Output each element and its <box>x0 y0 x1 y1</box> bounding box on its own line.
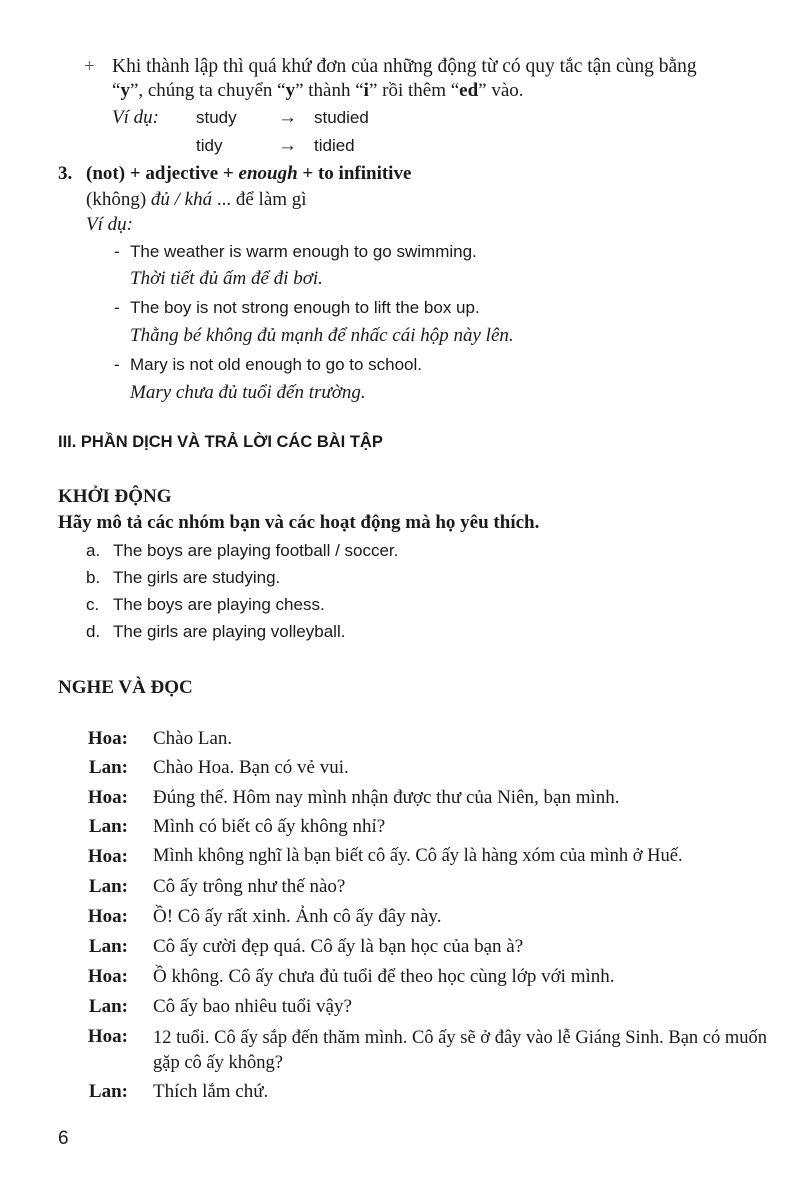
arrow-icon: → <box>278 107 297 128</box>
rule-line-1: Khi thành lập thì quá khứ đơn của những động từ có quy tắc tận cùng bằng <box>112 56 697 77</box>
list-item-label: a. <box>86 541 101 560</box>
list-item-label: b. <box>86 568 101 587</box>
example-english: Mary is not old enough to go to school. <box>130 355 423 374</box>
dialogue-line: Cô ấy bao nhiêu tuổi vậy? <box>153 996 352 1017</box>
example-dash: - <box>114 298 120 317</box>
dialogue-line: Chào Lan. <box>153 728 233 749</box>
speaker-name: Hoa: <box>87 966 128 987</box>
speaker-name: Lan: <box>88 757 128 778</box>
example-label: Ví dụ: <box>86 214 133 235</box>
dialogue-line: Chào Hoa. Bạn có vẻ vui. <box>153 757 349 778</box>
page-number: 6 <box>58 1128 69 1149</box>
speaker-name: Lan: <box>88 1081 128 1102</box>
list-item-label: d. <box>86 622 101 641</box>
example-vietnamese: Thằng bé không đủ mạnh để nhấc cái hộp này lên. <box>130 325 514 346</box>
dialogue-line: 12 tuổi. Cô ấy sắp đến thăm mình. Cô ấy sẽ ở đây vào lễ Giáng Sinh. Bạn có muốn gặp cô ấy không? <box>153 1028 768 1073</box>
example-vietnamese: Thời tiết đủ ấm để đi bơi. <box>130 268 323 289</box>
dialogue-line: Mình không nghĩ là bạn biết cô ấy. Cô ấy là hàng xóm của mình ở Huế. <box>153 846 683 866</box>
speaker-name: Hoa: <box>87 906 128 927</box>
speaker-name: Hoa: <box>87 1026 128 1047</box>
example-dash: - <box>114 242 120 261</box>
speaker-name: Lan: <box>88 816 128 837</box>
list-item: The girls are studying. <box>113 568 281 587</box>
speaker-name: Hoa: <box>87 787 128 808</box>
dialogue-line: Cô ấy cười đẹp quá. Cô ấy là bạn học của bạn à? <box>153 936 524 957</box>
example-past: studied <box>314 108 369 127</box>
example-base: study <box>196 108 237 127</box>
list-item: The boys are playing football / soccer. <box>113 541 399 560</box>
example-english: The boy is not strong enough to lift the box up. <box>130 298 480 317</box>
list-item: The girls are playing volleyball. <box>113 622 346 641</box>
example-past: tidied <box>314 136 355 155</box>
example-base: tidy <box>196 136 223 155</box>
example-dash: - <box>114 355 120 374</box>
dialogue-line: Ồ! Cô ấy rất xinh. Ảnh cô ấy đây này. <box>153 906 442 927</box>
listen-read-heading: NGHE VÀ ĐỌC <box>58 677 193 698</box>
list-item-label: c. <box>86 595 100 614</box>
section-heading: III. PHẦN DỊCH VÀ TRẢ LỜI CÁC BÀI TẬP <box>58 433 383 451</box>
grammar-formula: (not) + adjective + enough + to infinitive <box>86 163 412 184</box>
speaker-name: Hoa: <box>87 846 128 867</box>
speaker-name: Lan: <box>88 996 128 1017</box>
dialogue-line: Ồ không. Cô ấy chưa đủ tuổi để theo học cùng lớp với mình. <box>153 966 615 987</box>
speaker-name: Lan: <box>88 936 128 957</box>
warmup-instruction: Hãy mô tả các nhóm bạn và các hoạt động mà họ yêu thích. <box>58 512 540 533</box>
dialogue-line: Đúng thế. Hôm nay mình nhận được thư của Niên, bạn mình. <box>153 787 620 808</box>
section-number: 3. <box>58 163 73 184</box>
example-english: The weather is warm enough to go swimming. <box>130 242 477 261</box>
arrow-icon: → <box>278 135 297 156</box>
speaker-name: Lan: <box>88 876 128 897</box>
speaker-name: Hoa: <box>87 728 128 749</box>
plus-marker: + <box>84 56 95 77</box>
example-vietnamese: Mary chưa đủ tuổi đến trường. <box>130 382 366 403</box>
list-item: The boys are playing chess. <box>113 595 325 614</box>
warmup-heading: KHỞI ĐỘNG <box>58 486 172 507</box>
formula-meaning: (không) đủ / khá ... để làm gì <box>86 189 307 210</box>
dialogue-line: Thích lắm chứ. <box>153 1081 269 1102</box>
rule-line-2: “y”, chúng ta chuyển “y” thành “i” rồi thêm “ed” vào. <box>112 80 524 101</box>
dialogue-line: Cô ấy trông như thế nào? <box>153 876 346 897</box>
example-label: Ví dụ: <box>112 107 159 128</box>
dialogue-line: Mình có biết cô ấy không nhỉ? <box>153 816 386 837</box>
